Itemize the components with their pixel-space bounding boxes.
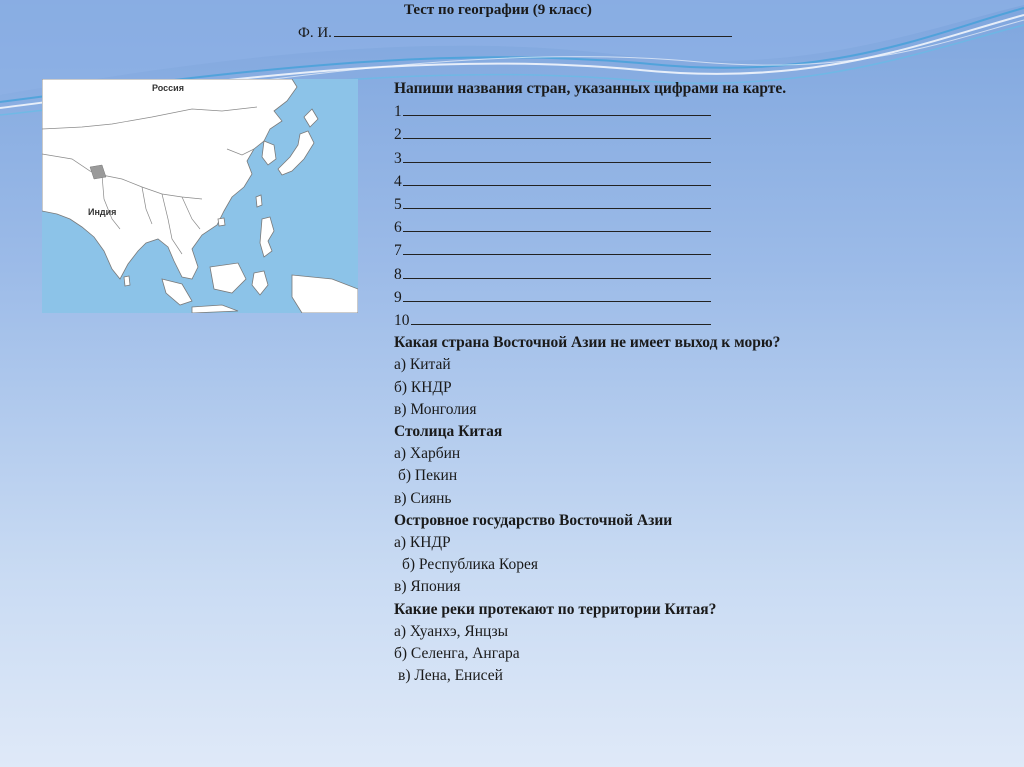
- answer-line-7[interactable]: 7: [394, 239, 994, 262]
- q3-option-b[interactable]: б) Республика Корея: [402, 556, 538, 574]
- map-label-india: Индия: [88, 207, 117, 217]
- question-3: Островное государство Восточной Азии: [394, 511, 673, 529]
- answer-line-5[interactable]: 5: [394, 193, 994, 216]
- question-2: Столица Китая: [394, 423, 503, 441]
- answer-line-9[interactable]: 9: [394, 286, 994, 309]
- question-1: Какая страна Восточной Азии не имеет выход к морю?: [394, 334, 781, 352]
- answer-line-10[interactable]: 10: [394, 309, 994, 332]
- q1-option-b[interactable]: б) КНДР: [394, 378, 452, 396]
- q3-option-a[interactable]: а) КНДР: [394, 534, 451, 552]
- q4-option-c[interactable]: в) Лена, Енисей: [398, 667, 503, 685]
- map-label-russia: Россия: [152, 83, 184, 93]
- q2-option-c[interactable]: в) Сиянь: [394, 489, 452, 507]
- q4-option-b[interactable]: б) Селенга, Ангара: [394, 645, 520, 663]
- answer-line-1[interactable]: 1: [394, 100, 994, 123]
- name-field: [298, 22, 732, 43]
- q4-option-a[interactable]: а) Хуанхэ, Янцзы: [394, 622, 509, 640]
- page-title: Тест по географии (9 класс): [404, 2, 592, 18]
- answer-line-6[interactable]: 6: [394, 216, 994, 239]
- name-blank-line[interactable]: [334, 22, 732, 37]
- answer-line-2[interactable]: 2: [394, 123, 994, 146]
- name-label: Ф. И.: [298, 25, 332, 41]
- q3-option-c[interactable]: в) Япония: [394, 578, 461, 596]
- answer-line-8[interactable]: 8: [394, 263, 994, 286]
- q2-option-b[interactable]: б) Пекин: [398, 467, 458, 485]
- q1-option-c[interactable]: в) Монголия: [394, 400, 477, 418]
- answer-line-3[interactable]: 3: [394, 147, 994, 170]
- asia-map: [42, 79, 358, 313]
- test-content: [394, 78, 994, 687]
- q2-option-a[interactable]: а) Харбин: [394, 445, 461, 463]
- question-4: Какие реки протекают по территории Китая?: [394, 600, 717, 618]
- instruction-text: Напиши названия стран, указанных цифрами на карте.: [394, 80, 787, 97]
- q1-option-a[interactable]: а) Китай: [394, 356, 451, 374]
- map-mainland: [42, 79, 297, 279]
- answer-line-4[interactable]: 4: [394, 170, 994, 193]
